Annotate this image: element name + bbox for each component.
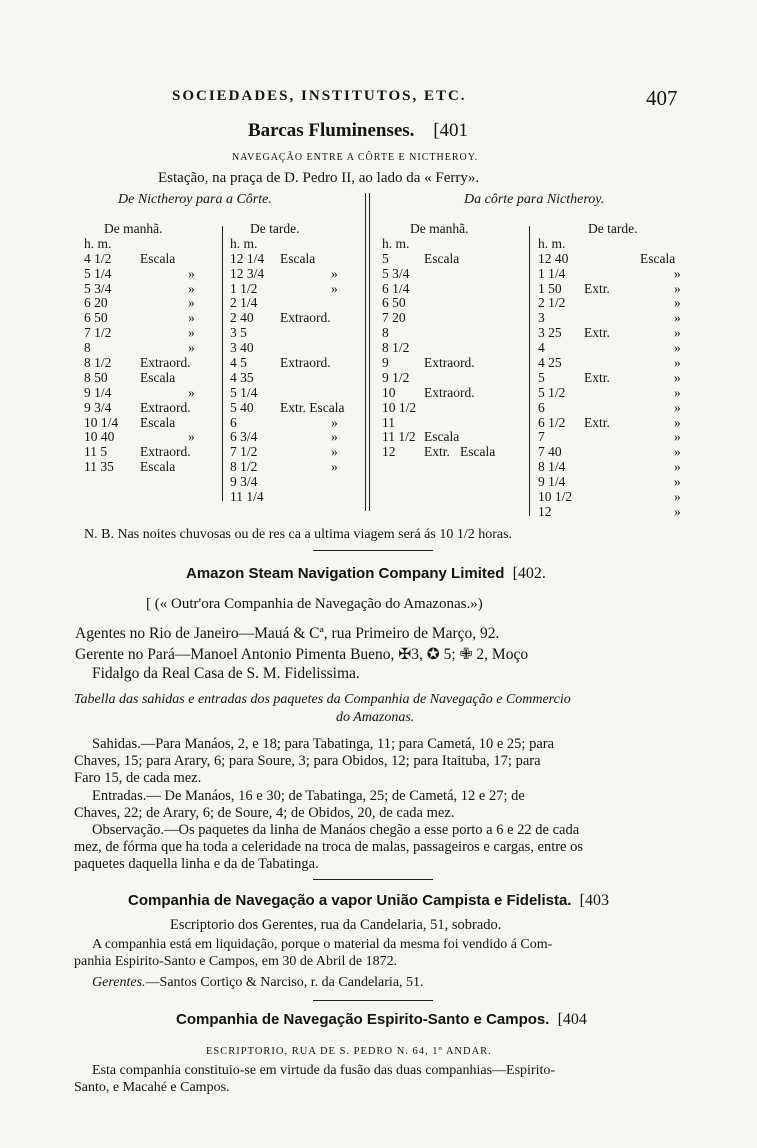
departure-time: 10 1/2 <box>382 399 417 415</box>
former-name: [ (« Outr'ora Companhia de Navegação do Amazonas.») <box>146 596 483 612</box>
running-title: SOCIEDADES, INSTITUTOS, ETC. <box>172 88 467 104</box>
departure-time: 3 5 <box>230 325 247 341</box>
departure-time: 4 <box>538 340 545 356</box>
timetable-row <box>230 430 365 445</box>
timetable-row <box>230 296 365 311</box>
trip-note: » <box>674 429 681 445</box>
sahidas-line-1: Sahidas.—Para Manáos, 2, e 18; para Tabatinga, 11; para Cametá, 10 e 25; para <box>92 736 555 752</box>
trip-note: » <box>674 384 681 400</box>
timetable-row <box>230 252 365 267</box>
trip-note: » <box>331 280 338 296</box>
departure-time: 9 1/4 <box>84 384 112 400</box>
timetable-column-4 <box>538 222 690 520</box>
departure-time: 1 50 <box>538 280 562 296</box>
column-unit-text: h. m. <box>538 235 566 251</box>
ditto-mark: » <box>674 280 681 296</box>
divider-402 <box>313 879 433 880</box>
managers-text: —Santos Cortiço & Narciso, r. da Candelaria, 51. <box>145 975 424 990</box>
departure-time: 5 1/2 <box>538 384 566 400</box>
trip-note: Escala <box>140 414 176 430</box>
ditto-mark: » <box>674 369 681 385</box>
trip-note: Escala <box>140 459 176 475</box>
section-401-title: Barcas Fluminenses. <box>248 120 415 141</box>
departure-time: 4 1/2 <box>84 250 112 266</box>
departure-time: 7 1/2 <box>230 444 258 460</box>
managers-label: Gerentes. <box>92 975 146 990</box>
ditto-mark: » <box>674 325 681 341</box>
double-rule-left <box>365 193 366 511</box>
trip-note: » <box>674 444 681 460</box>
trip-note: » <box>188 325 195 341</box>
column-unit <box>382 237 529 252</box>
timetable-row <box>382 252 529 267</box>
column-rule-1 <box>222 226 223 501</box>
trip-note: » <box>674 310 681 326</box>
departure-time: 4 35 <box>230 369 254 385</box>
timetable-row <box>538 356 690 371</box>
trip-note: » <box>674 503 681 519</box>
timetable-row <box>382 356 529 371</box>
departure-time: 1 1/4 <box>538 265 566 281</box>
timetable-row <box>538 505 690 520</box>
timetable-row <box>84 386 222 401</box>
departure-time: 6 50 <box>84 310 108 326</box>
departure-time: 4 25 <box>538 355 562 371</box>
departure-time: 9 3/4 <box>230 474 258 490</box>
departure-time: 6 3/4 <box>230 429 258 445</box>
timetable-row <box>538 282 690 297</box>
trip-note: » <box>331 414 338 430</box>
timetable-row <box>84 296 222 311</box>
timetable-row <box>84 356 222 371</box>
trip-note: » <box>674 265 681 281</box>
column-heading-text: De manhã. <box>104 221 163 236</box>
departure-time: 12 <box>382 444 396 460</box>
column-heading <box>230 222 365 237</box>
departure-time: 6 50 <box>382 295 406 311</box>
sahidas-line-3: Faro 15, de cada mez. <box>74 770 202 786</box>
trip-note: Escala <box>424 250 460 266</box>
section-402-heading <box>186 565 546 583</box>
departure-time: 11 5 <box>84 444 108 460</box>
departure-time: 8 1/2 <box>382 340 410 356</box>
timetable-row <box>538 430 690 445</box>
departure-time: 6 <box>538 399 545 415</box>
section-403-heading <box>128 892 609 910</box>
departure-time: 9 1/4 <box>538 474 566 490</box>
timetable-row <box>84 326 222 341</box>
departure-time: 2 1/2 <box>538 295 566 311</box>
timetable-row <box>538 475 690 490</box>
departure-time: 9 <box>382 355 389 371</box>
trip-note: » <box>674 355 681 371</box>
extra-label: Extr. <box>584 369 610 385</box>
departure-time: 9 1/2 <box>382 369 410 385</box>
departure-time: 2 1/4 <box>230 295 258 311</box>
section-403-text-2: panhia Espirito-Santo e Campos, em 30 de Abril de 1872. <box>74 954 398 969</box>
trip-note: » <box>674 459 681 475</box>
departure-time: 5 40 <box>230 399 254 415</box>
section-401-heading <box>248 120 468 142</box>
trip-note: » <box>188 295 195 311</box>
timetable-row <box>230 401 365 416</box>
timetable-row <box>382 296 529 311</box>
departure-time: 3 40 <box>230 340 254 356</box>
departure-time: 9 3/4 <box>84 399 112 415</box>
trip-note: Extr. Escala <box>280 399 345 415</box>
section-402-title: Amazon Steam Navigation Company Limited <box>186 565 505 582</box>
timetable-row <box>538 460 690 475</box>
departure-time: 11 35 <box>84 459 114 475</box>
timetable-row <box>538 386 690 401</box>
departure-time: 4 5 <box>230 355 247 371</box>
departure-time: 1 1/2 <box>230 280 258 296</box>
section-403-office: Escriptorio dos Gerentes, rua da Candelaria, 51, sobrado. <box>170 917 502 933</box>
section-404-office: ESCRIPTORIO, RUA DE S. PEDRO N. 64, 1º ANDAR. <box>206 1046 492 1057</box>
timetable-row <box>538 296 690 311</box>
timetable-row <box>538 267 690 282</box>
departure-time: 7 20 <box>382 310 406 326</box>
departure-time: 11 1/2 <box>382 429 416 445</box>
trip-note: » <box>331 459 338 475</box>
timetable-row <box>382 416 529 431</box>
departure-time: 5 <box>382 250 389 266</box>
trip-note: Escala <box>140 369 176 385</box>
timetable-row <box>538 341 690 356</box>
departure-time: 7 1/2 <box>84 325 112 341</box>
manager-line-1: Gerente no Pará—Manoel Antonio Pimenta Bueno, ✠3, ✪ 5; ✙ 2, Moço <box>75 646 529 663</box>
divider-403 <box>313 1000 433 1001</box>
trip-note: » <box>674 399 681 415</box>
timetable-row <box>538 490 690 505</box>
extra-label: Extr. <box>584 325 610 341</box>
column-heading-text: De manhã. <box>410 221 469 236</box>
divider-401 <box>313 550 433 551</box>
trip-note: » <box>188 340 195 356</box>
departure-time: 12 40 <box>538 250 569 266</box>
departure-time: 5 1/4 <box>230 384 258 400</box>
departure-time: 10 1/4 <box>84 414 119 430</box>
column-unit-text: h. m. <box>230 235 258 251</box>
trip-note: » <box>188 310 195 326</box>
departure-time: 10 40 <box>84 429 115 445</box>
timetable-row <box>84 267 222 282</box>
column-unit <box>538 237 690 252</box>
column-unit <box>84 237 222 252</box>
section-403-title: Companhia de Navegação a vapor União Campista e Fidelista. <box>128 892 572 909</box>
timetable-row <box>84 401 222 416</box>
timetable-column-2 <box>230 222 365 505</box>
trip-note: » <box>331 429 338 445</box>
timetable-row <box>84 311 222 326</box>
observacao-line-1: Observação.—Os paquetes da linha de Manáos chegão a esse porto a 6 e 22 de cada <box>92 822 580 838</box>
timetable-column-3 <box>382 222 529 460</box>
timetable-row <box>538 311 690 326</box>
timetable-row <box>84 371 222 386</box>
trip-note: » <box>674 340 681 356</box>
departure-time: 6 1/4 <box>382 280 410 296</box>
timetable-row <box>230 267 365 282</box>
table-title-1: Tabella das sahidas e entradas dos paquetes da Companhia de Navegação e Commercio <box>74 692 571 707</box>
departure-time: 5 <box>538 369 545 385</box>
timetable-row <box>382 401 529 416</box>
section-403-text-1: A companhia está em liquidação, porque o material da mesma foi vendido á Com- <box>92 937 553 952</box>
trip-note: Escala <box>140 250 176 266</box>
timetable-row <box>538 326 690 341</box>
departure-time: 11 <box>382 414 395 430</box>
timetable-row <box>84 460 222 475</box>
departure-time: 6 <box>230 414 237 430</box>
departure-time: 8 <box>382 325 389 341</box>
departure-time: 7 <box>538 429 545 445</box>
trip-note: Extraord. <box>280 310 331 326</box>
departure-time: 12 1/4 <box>230 250 265 266</box>
timetable-row <box>84 341 222 356</box>
departure-time: 6 20 <box>84 295 108 311</box>
direction-right: Da côrte para Nictheroy. <box>464 192 605 207</box>
departure-time: 8 50 <box>84 369 108 385</box>
page-number: 407 <box>646 86 678 110</box>
trip-note: Extraord. <box>280 355 331 371</box>
timetable-row <box>230 416 365 431</box>
timetable-row <box>230 445 365 460</box>
trip-note: » <box>188 429 195 445</box>
manager-line-2: Fidalgo da Real Casa de S. M. Fidelissima. <box>92 665 360 682</box>
trip-note: Extraord. <box>424 355 475 371</box>
entradas-line-2: Chaves, 22; de Arary, 6; de Soure, 4; de Obidos, 20, de cada mez. <box>74 805 455 821</box>
departure-time: 5 3/4 <box>382 265 410 281</box>
trip-note: Extraord. <box>140 355 191 371</box>
column-heading <box>382 222 529 237</box>
departure-time: 10 1/2 <box>538 489 573 505</box>
column-rule-3 <box>529 226 530 516</box>
column-unit-text: h. m. <box>382 235 410 251</box>
departure-time: 12 <box>538 503 552 519</box>
trip-note: » <box>674 295 681 311</box>
departure-time: 11 1/4 <box>230 489 264 505</box>
section-401-subtitle: NAVEGAÇÃO ENTRE A CÔRTE E NICTHEROY. <box>232 152 479 163</box>
timetable-row <box>230 475 365 490</box>
departure-time: 5 3/4 <box>84 280 112 296</box>
double-rule-right <box>369 193 370 511</box>
section-401-number: [401 <box>433 120 469 141</box>
trip-note: » <box>188 280 195 296</box>
trip-note: Extr. Escala <box>424 444 496 460</box>
timetable-row <box>538 401 690 416</box>
observacao-line-3: paquetes daquella linha e da de Tabatinga. <box>74 856 319 872</box>
timetable-row <box>538 371 690 386</box>
trip-note: Escala <box>280 250 316 266</box>
trip-note: » <box>331 265 338 281</box>
column-heading-text: De tarde. <box>588 221 638 236</box>
sahidas-line-2: Chaves, 15; para Arary, 6; para Soure, 3; para Obidos, 12; para Itaituba, 17; para <box>74 753 541 769</box>
timetable-row <box>230 282 365 297</box>
trip-note: Extraord. <box>140 444 191 460</box>
timetable-row <box>84 445 222 460</box>
departure-time: 3 25 <box>538 325 562 341</box>
station-line: Estação, na praça de D. Pedro II, ao lado da « Ferry». <box>158 170 480 186</box>
timetable-row <box>382 445 529 460</box>
extra-label: Extr. <box>584 280 610 296</box>
section-404-number: [404 <box>557 1011 587 1028</box>
timetable-column-1 <box>84 222 222 475</box>
trip-note: » <box>331 444 338 460</box>
trip-note: Escala <box>424 429 460 445</box>
departure-time: 8 1/2 <box>230 459 258 475</box>
section-404-title: Companhia de Navegação Espirito-Santo e Campos. <box>176 1011 550 1028</box>
trip-note: » <box>188 265 195 281</box>
trip-note: Escala <box>640 250 676 266</box>
entradas-line-1: Entradas.— De Manáos, 16 e 30; de Tabatinga, 25; de Cametá, 12 e 27; de <box>92 788 525 804</box>
section-404-text-2: Santo, e Macahé e Campos. <box>74 1080 230 1095</box>
trip-note: » <box>674 489 681 505</box>
departure-time: 2 40 <box>230 310 254 326</box>
departure-time: 3 <box>538 310 545 326</box>
column-heading <box>538 222 690 237</box>
departure-time: 12 3/4 <box>230 265 265 281</box>
ditto-mark: » <box>674 414 681 430</box>
timetable-row <box>230 341 365 356</box>
timetable-row <box>230 356 365 371</box>
agents-line: Agentes no Rio de Janeiro—Mauá & Cª, rua Primeiro de Março, 92. <box>75 625 500 642</box>
departure-time: 6 1/2 <box>538 414 566 430</box>
timetable-row <box>382 386 529 401</box>
timetable-row <box>230 371 365 386</box>
night-note: N. B. Nas noites chuvosas ou de res ca a ultima viagem será ás 10 1/2 horas. <box>84 527 513 542</box>
section-403-number: [403 <box>579 892 609 909</box>
timetable-row <box>230 460 365 475</box>
timetable-row <box>84 430 222 445</box>
timetable-row <box>538 252 690 267</box>
section-403-managers <box>92 975 424 991</box>
column-heading <box>84 222 222 237</box>
timetable-row <box>382 311 529 326</box>
timetable-row <box>230 386 365 401</box>
departure-time: 8 <box>84 340 91 356</box>
timetable-row <box>230 490 365 505</box>
timetable-row <box>538 445 690 460</box>
timetable-row <box>382 430 529 445</box>
departure-time: 10 <box>382 384 396 400</box>
trip-note: » <box>188 384 195 400</box>
timetable-row <box>382 282 529 297</box>
timetable-row <box>382 267 529 282</box>
timetable-row <box>382 371 529 386</box>
timetable-row <box>84 282 222 297</box>
section-404-heading <box>176 1011 587 1029</box>
extra-label: Extr. <box>584 414 610 430</box>
timetable-row <box>230 311 365 326</box>
observacao-line-2: mez, de fórma que ha toda a celeridade na troca de malas, passageiros e cargas, entre os <box>74 839 584 855</box>
timetable-row <box>84 416 222 431</box>
timetable-row <box>84 252 222 267</box>
column-unit <box>230 237 365 252</box>
departure-time: 7 40 <box>538 444 562 460</box>
column-heading-text: De tarde. <box>250 221 300 236</box>
table-title-2: do Amazonas. <box>336 710 415 725</box>
timetable-row <box>538 416 690 431</box>
timetable-row <box>382 341 529 356</box>
trip-note: Extraord. <box>424 384 475 400</box>
direction-left: De Nictheroy para a Côrte. <box>118 192 272 207</box>
section-402-number: [402. <box>512 565 546 582</box>
trip-note: » <box>674 474 681 490</box>
departure-time: 8 1/4 <box>538 459 566 475</box>
column-unit-text: h. m. <box>84 235 112 251</box>
timetable-row <box>230 326 365 341</box>
section-404-text-1: Esta companhia constituio-se em virtude da fusão das duas companhias—Espirito- <box>92 1063 556 1078</box>
departure-time: 5 1/4 <box>84 265 112 281</box>
departure-time: 8 1/2 <box>84 355 112 371</box>
trip-note: Extraord. <box>140 399 191 415</box>
timetable-row <box>382 326 529 341</box>
